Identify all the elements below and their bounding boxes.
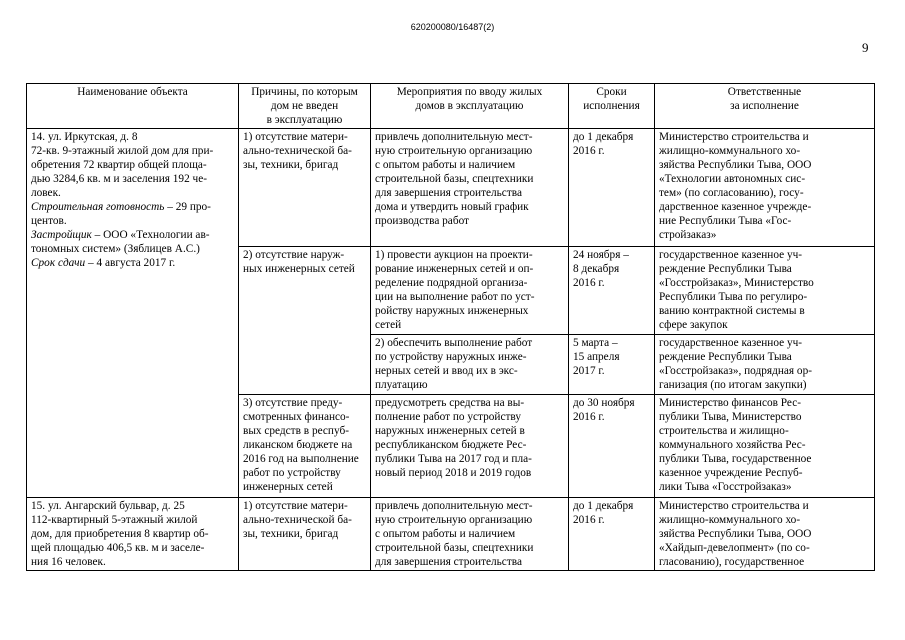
object-cell-14	[27, 129, 239, 498]
cell-text-line: по устройству наружных инже-	[375, 351, 527, 363]
cell-text-line: до 30 ноября	[573, 397, 635, 409]
cell-text-line: публики Тыва, Министерство	[659, 411, 802, 423]
cell-text-line: 2) обеспечить выполнение работ	[375, 337, 533, 349]
cell-text-line: казенное учреждение Респуб-	[659, 467, 803, 479]
object-line: ловек.	[31, 187, 61, 199]
reason-cell	[239, 395, 371, 498]
cell-text-line: ройству наружных инженерных	[375, 305, 529, 317]
responsible-cell	[655, 498, 875, 571]
cell-text-line: 15. ул. Ангарский бульвар, д. 25	[31, 500, 185, 512]
cell-text-line: наружных инженерных сетей в	[375, 425, 525, 437]
cell-text-line: тем» (по согласованию), госу-	[659, 187, 804, 199]
object-line: обретения 72 квартир общей площа-	[31, 159, 207, 171]
cell-text-line: Причины, по которым	[251, 86, 358, 98]
cell-text-line: Министерство финансов Рес-	[659, 397, 801, 409]
cell-text-line: ную строительную организацию	[375, 514, 533, 526]
cell-text-line: 1) провести аукцион на проекти-	[375, 249, 533, 261]
cell-text-line: привлечь дополнительную мест-	[375, 500, 533, 512]
cell-text-line: до 1 декабря	[573, 131, 634, 143]
cell-text-line: 8 декабря	[573, 263, 620, 275]
due-date-value: – 4 августа 2017 г.	[85, 257, 176, 269]
cell-text-line: «Госстройзаказ», Министерство	[659, 277, 814, 289]
cell-text-line: зяйства Республики Тыва, ООО	[659, 528, 812, 540]
cell-text-line: плуатацию	[375, 379, 428, 391]
cell-text-line: ределение подрядной организа-	[375, 277, 528, 289]
cell-text-line: гласованию), государственное	[659, 556, 805, 568]
term-cell	[569, 395, 655, 498]
measure-cell	[371, 395, 569, 498]
due-date-line	[31, 256, 234, 270]
term-cell	[569, 129, 655, 247]
cell-text-line: зы, техники, бригад	[243, 159, 339, 171]
cell-text-line: 1) отсутствие матери-	[243, 131, 348, 143]
cell-text-line: «Хайдып-девелопмент» (по со-	[659, 542, 810, 554]
cell-text-line: до 1 декабря	[573, 500, 634, 512]
developer-label: Застройщик	[31, 229, 92, 241]
cell-text-line: сетей	[375, 319, 402, 331]
due-date-label: Срок сдачи	[31, 257, 86, 269]
cell-text-line: строительной базы, спецтехники	[375, 542, 534, 554]
responsible-cell	[655, 247, 875, 335]
term-cell	[569, 247, 655, 335]
cell-text-line: ную строительную организацию	[375, 145, 533, 157]
cell-text-line: Наименование объекта	[77, 86, 188, 98]
cell-text-line: 2017 г.	[573, 365, 605, 377]
reason-cell	[239, 247, 371, 395]
cell-text-line: полнение работ по устройству	[375, 411, 521, 423]
object-line: 14. ул. Иркутская, д. 8	[31, 131, 138, 143]
responsible-cell	[655, 395, 875, 498]
cell-text-line: новый период 2018 и 2019 годов	[375, 467, 532, 479]
cell-text-line: сфере закупок	[659, 319, 728, 331]
cell-text-line: Мероприятия по вводу жилых	[396, 86, 543, 98]
cell-text-line: Сроки	[596, 86, 627, 98]
cell-text-line: государственное казенное уч-	[659, 249, 803, 261]
cell-text-line: за исполнение	[730, 100, 799, 112]
cell-text-line: 15 апреля	[573, 351, 620, 363]
cell-text-line: жилищно-коммунального хо-	[659, 514, 801, 526]
cell-text-line: ции на выполнение работ по уст-	[375, 291, 535, 303]
cell-text-line: ния 16 человек.	[31, 556, 106, 568]
cell-text-line: работ по устройству	[243, 467, 341, 479]
measure-cell	[371, 335, 569, 395]
column-header-measures	[371, 84, 569, 129]
term-cell	[569, 498, 655, 571]
object-line: тономных систем» (Зяблицев А.С.)	[31, 243, 200, 255]
cell-text-line: ванию контрактной системы в	[659, 305, 805, 317]
cell-text-line: 2016 г.	[573, 145, 605, 157]
cell-text-line: смотренных финансо-	[243, 411, 350, 423]
column-header-object	[27, 84, 239, 129]
measures-table	[26, 83, 875, 571]
cell-text-line: строительства и жилищно-	[659, 425, 789, 437]
cell-text-line: нерных сетей и ввод их в экс-	[375, 365, 518, 377]
responsible-cell	[655, 335, 875, 395]
column-header-terms	[569, 84, 655, 129]
cell-text-line: 3) отсутствие преду-	[243, 397, 343, 409]
cell-text-line: 112-квартирный 5-этажный жилой	[31, 514, 198, 526]
object-line: центов.	[31, 215, 67, 227]
cell-text-line: предусмотреть средства на вы-	[375, 397, 525, 409]
readiness-line	[31, 200, 234, 214]
cell-text-line: Республики Тыва по регулиро-	[659, 291, 808, 303]
cell-text-line: 2016 г.	[573, 411, 605, 423]
developer-value: – ООО «Технологии ав-	[91, 229, 210, 241]
cell-text-line: для завершения строительства	[375, 187, 522, 199]
cell-text-line: вых средств в респуб-	[243, 425, 349, 437]
cell-text-line: 2016 год на выполнение	[243, 453, 359, 465]
cell-text-line: с опытом работы и наличием	[375, 159, 516, 171]
cell-text-line: публики Тыва, государственное	[659, 453, 812, 465]
cell-text-line: реждение Республики Тыва	[659, 263, 792, 275]
reason-cell	[239, 129, 371, 247]
measure-cell	[371, 129, 569, 247]
column-header-responsible	[655, 84, 875, 129]
cell-text-line: Министерство строительства и	[659, 131, 809, 143]
document-id: 620200080/16487(2)	[410, 22, 495, 32]
cell-text-line: ных инженерных сетей	[243, 263, 355, 275]
cell-text-line: ние Республики Тыва «Гос-	[659, 215, 792, 227]
reason-cell	[239, 498, 371, 571]
cell-text-line: щей площадью 406,5 кв. м и заселе-	[31, 542, 205, 554]
page-number: 9	[862, 40, 869, 55]
cell-text-line: для завершения строительства	[375, 556, 522, 568]
cell-text-line: лики Тыва «Госстройзаказ»	[659, 481, 792, 493]
cell-text-line: публики Тыва на 2017 год и пла-	[375, 453, 532, 465]
object-line: 72-кв. 9-этажный жилой дом для при-	[31, 145, 214, 157]
readiness-value: – 29 про-	[164, 201, 211, 213]
cell-text-line: инженерных сетей	[243, 481, 333, 493]
cell-text-line: 24 ноября –	[573, 249, 629, 261]
cell-text-line: коммунального хозяйства Рес-	[659, 439, 806, 451]
cell-text-line: зяйства Республики Тыва, ООО	[659, 159, 812, 171]
cell-text-line: дарственное казенное учрежде-	[659, 201, 812, 213]
cell-text-line: Министерство строительства и	[659, 500, 809, 512]
cell-text-line: жилищно-коммунального хо-	[659, 145, 801, 157]
term-cell	[569, 335, 655, 395]
table-row	[27, 498, 875, 571]
cell-text-line: ганизация (по итогам закупки)	[659, 379, 807, 391]
cell-text-line: 2) отсутствие наруж-	[243, 249, 345, 261]
developer-line	[31, 228, 234, 242]
cell-text-line: рование инженерных сетей и оп-	[375, 263, 534, 275]
cell-text-line: государственное казенное уч-	[659, 337, 803, 349]
cell-text-line: дома и утвердить новый график	[375, 201, 529, 213]
cell-text-line: 1) отсутствие матери-	[243, 500, 348, 512]
cell-text-line: ликанском бюджете на	[243, 439, 353, 451]
cell-text-line: стройзаказ»	[659, 229, 717, 241]
cell-text-line: исполнения	[583, 100, 640, 112]
cell-text-line: «Госстройзаказ», подрядная ор-	[659, 365, 812, 377]
object-cell-15	[27, 498, 239, 571]
cell-text-line: зы, техники, бригад	[243, 528, 339, 540]
readiness-label: Строительная готовность	[31, 201, 165, 213]
measure-cell	[371, 247, 569, 335]
cell-text-line: 2016 г.	[573, 514, 605, 526]
cell-text-line: 2016 г.	[573, 277, 605, 289]
cell-text-line: производства работ	[375, 215, 469, 227]
table-header-row	[27, 84, 875, 129]
cell-text-line: Ответственные	[727, 86, 802, 98]
measure-cell	[371, 498, 569, 571]
column-header-reasons	[239, 84, 371, 129]
cell-text-line: с опытом работы и наличием	[375, 528, 516, 540]
cell-text-line: «Технологии автономных сис-	[659, 173, 806, 185]
table-row	[27, 129, 875, 247]
cell-text-line: домов в эксплуатацию	[415, 100, 524, 112]
cell-text-line: дом не введен	[270, 100, 339, 112]
cell-text-line: республиканском бюджете Рес-	[375, 439, 527, 451]
cell-text-line: в эксплуатацию	[266, 114, 343, 126]
cell-text-line: 5 марта –	[573, 337, 618, 349]
cell-text-line: дом, для приобретения 8 квартир об-	[31, 528, 209, 540]
cell-text-line: ально-технической ба-	[243, 514, 352, 526]
cell-text-line: реждение Республики Тыва	[659, 351, 792, 363]
object-line: дью 3284,6 кв. м и заселения 192 че-	[31, 173, 208, 185]
cell-text-line: строительной базы, спецтехники	[375, 173, 534, 185]
cell-text-line: ально-технической ба-	[243, 145, 352, 157]
cell-text-line: привлечь дополнительную мест-	[375, 131, 533, 143]
responsible-cell	[655, 129, 875, 247]
